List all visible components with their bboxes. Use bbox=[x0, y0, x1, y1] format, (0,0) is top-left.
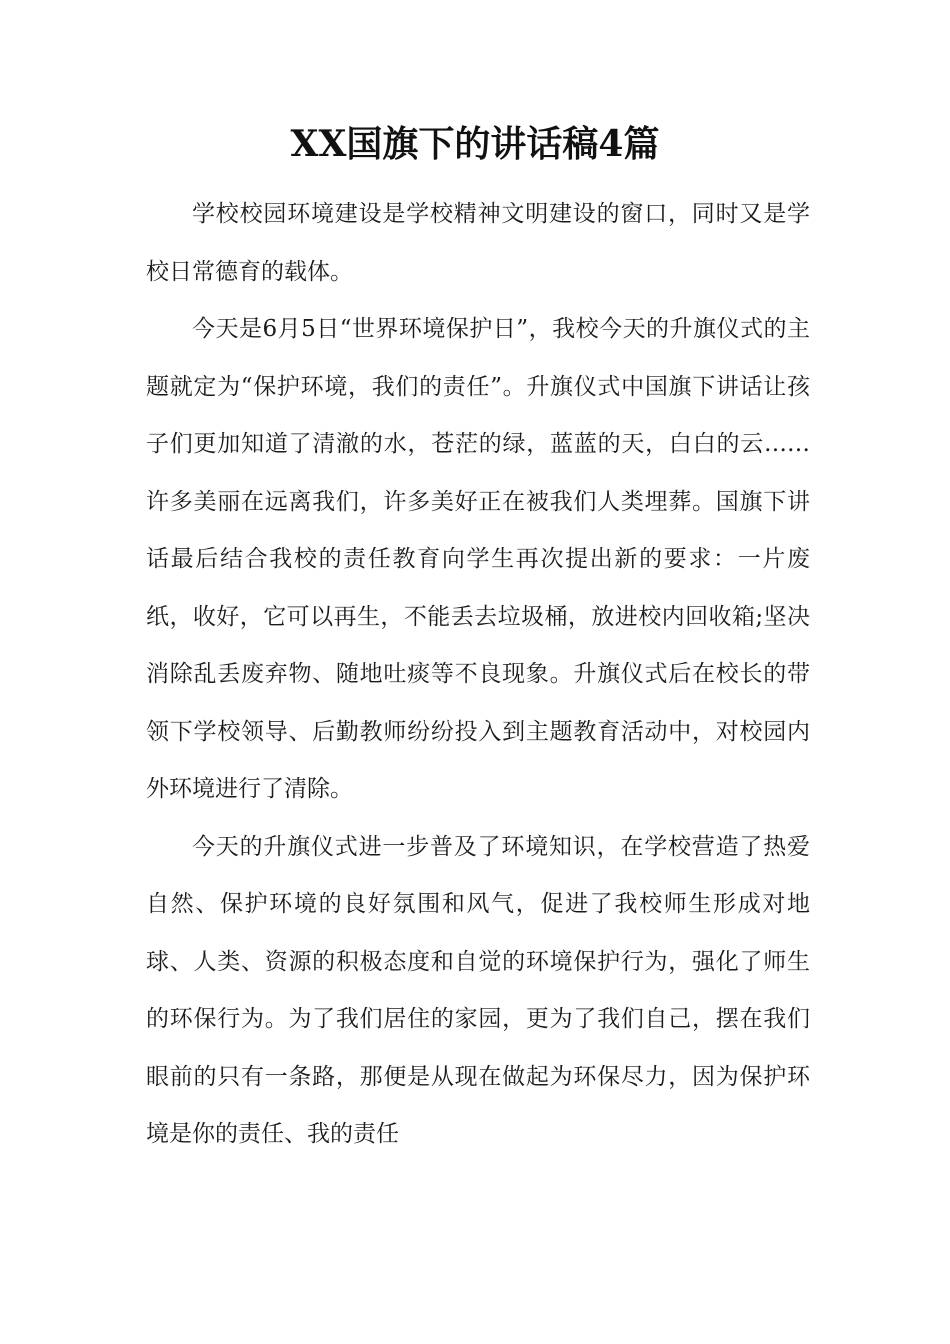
paragraph: 今天是6月5日“世界环境保护日”，我校今天的升旗仪式的主题就定为“保护环境，我们的责任”。升旗仪式中国旗下讲话让孩子们更加知道了清澈的水，苍茫的绿，蓝蓝的天，白白的云……许多美丽在远离我们，许多美好正在被我们人类埋葬。国旗下讲话最后结合我校的责任教育向学生再次提出新的要求：一片废纸，收好，它可以再生，不能丢去垃圾桶，放进校内回收箱;坚决消除乱丢废弃物、随地吐痰等不良现象。升旗仪式后在校长的带领下学校领导、后勤教师纷纷投入到主题教育活动中，对校园内外环境进行了清除。 bbox=[146, 316, 810, 802]
document-title: XX国旗下的讲话稿4篇 bbox=[290, 123, 660, 165]
document-body bbox=[146, 186, 810, 1164]
paragraph: 今天的升旗仪式进一步普及了环境知识，在学校营造了热爱自然、保护环境的良好氛围和风气，促进了我校师生形成对地球、人类、资源的积极态度和自觉的环境保护行为，强化了师生的环保行为。为了我们居住的家园，更为了我们自己，摆在我们眼前的只有一条路，那便是从现在做起为环保尽力，因为保护环境是你的责任、我的责任 bbox=[146, 833, 810, 1147]
paragraph: 学校校园环境建设是学校精神文明建设的窗口，同时又是学校日常德育的载体。 bbox=[146, 201, 810, 285]
